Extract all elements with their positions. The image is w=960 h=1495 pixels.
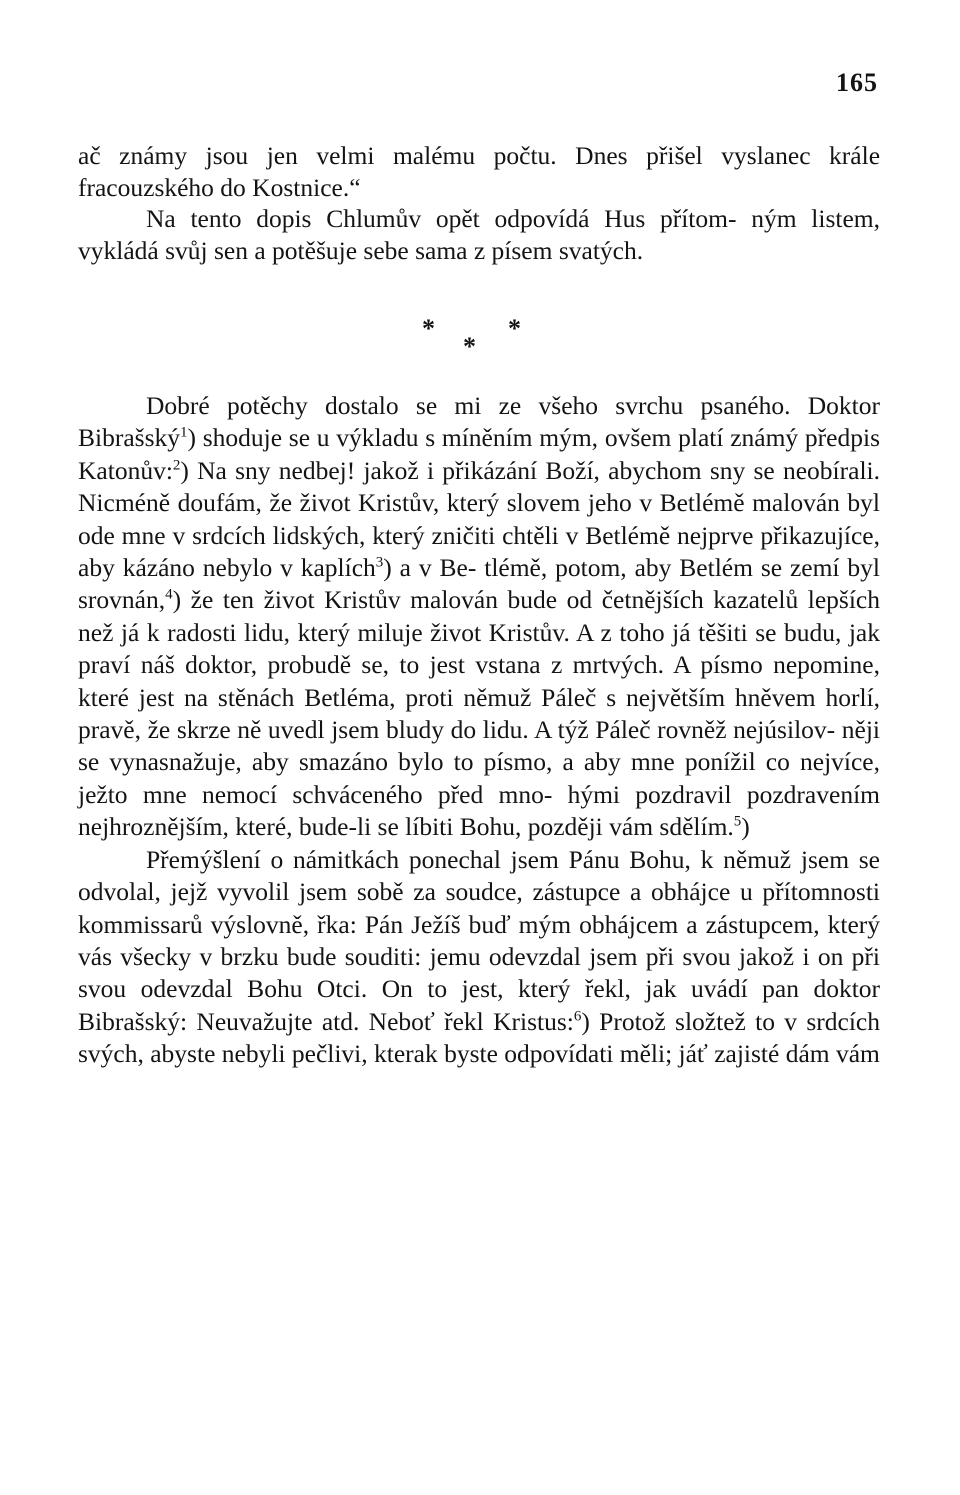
text-line: pečlivi, kterak byste odpovídati měli; jáť zajisté dám vám xyxy=(291,1039,880,1069)
asterisk-mark: * xyxy=(463,332,476,361)
section-separator-asterism xyxy=(0,312,960,362)
text-paragraph xyxy=(78,390,880,844)
text-line: ) že ten život xyxy=(172,585,315,615)
text-line: Přemýšlení o námitkách ponechal jsem Pánu Bohu, xyxy=(146,844,691,874)
main-text-block xyxy=(78,390,880,1071)
text-line: z mrtvých. A písmo nepomine, které jest na stěnách Betléma, xyxy=(78,650,881,712)
page-number: 165 xyxy=(836,68,878,97)
text-line: nejprve přikazujíce, aby kázáno nebylo v kaplích xyxy=(78,520,881,583)
text-line: Doktor Bibrašský xyxy=(78,391,880,453)
text-paragraph xyxy=(78,140,880,203)
footnote-mark: 5 xyxy=(733,813,742,830)
text-line: ponížil co nejvíce, ježto mne nemocí schváceného před mno- xyxy=(78,747,880,809)
text-line: ) shoduje se u výkladu s míněním mým, xyxy=(187,423,599,453)
text-line: ač známy jsou jen velmi malému počtu. Dnes přišel vyslanec xyxy=(78,141,811,170)
text-line: tlémě, potom, aby Betlém se zemí byl srovnán, xyxy=(78,553,880,615)
footnote-mark: 3 xyxy=(375,554,384,571)
text-line: ) Na sny nedbej! jakož xyxy=(180,455,419,485)
text-line: Dobré potěchy dostalo se mi ze všeho svrchu psaného. xyxy=(146,391,791,420)
text-line: líbiti Bohu, později vám sdělím. xyxy=(405,812,734,842)
text-line: ) xyxy=(741,812,750,842)
text-line: k radosti lidu, který miluje život Kristův. A z toho já těšiti xyxy=(146,617,748,647)
text-line: Na tento dopis Chlumův opět odpovídá Hus přítom- xyxy=(146,204,737,233)
text-line: Kristův malován bude od četnějších kazatelů lepších než já xyxy=(78,585,880,647)
asterisk-mark: * xyxy=(508,314,521,343)
text-line: proti němuž Páleč s největším hněvem horlí, pravě, že skrze xyxy=(78,682,881,745)
footnote-mark: 4 xyxy=(165,586,173,603)
text-line: Kristus: xyxy=(493,1006,574,1036)
footnote-mark: 2 xyxy=(172,457,181,474)
text-line: se budu, jak praví náš doktor, probudě se, to jest vstana xyxy=(78,617,880,680)
text-line: zástupce a obhájce u přítomnosti kommissarů výslovně, řka: xyxy=(78,877,880,939)
footnote-mark: 1 xyxy=(180,424,188,441)
text-paragraph xyxy=(78,203,880,266)
text-line: v brzku bude souditi: jemu odevzdal jsem při svou jakož xyxy=(199,941,795,971)
footnote-mark: 6 xyxy=(573,1008,582,1025)
text-line: i přikázání Boží, abychom sny se neobírali. Nicméně doufám, xyxy=(78,455,880,518)
text-line: Pán Ježíš buď mým obhájcem a zástupcem, který vás všecky xyxy=(78,909,880,971)
text-line: ně uvedl jsem bludy do lidu. A týž Páleč rovněž nejúsilov- xyxy=(237,715,836,745)
text-line: svatých. xyxy=(558,235,644,265)
asterisk-mark: * xyxy=(422,314,435,343)
text-line: ) a v Be- xyxy=(383,553,477,583)
text-line: i on při svou odevzdal Bohu Otci. On to jest, který řekl, xyxy=(78,941,881,1004)
text-line: k němuž jsem se odvolal, jejž vyvolil jsem sobě za soudce, xyxy=(78,844,880,907)
text-line: ným listem, vykládá svůj sen a potěšuje sebe sama z písem xyxy=(78,204,880,265)
top-text-block xyxy=(78,140,880,266)
text-line: krále fracouzského do Kostnice.“ xyxy=(78,141,881,202)
text-paragraph xyxy=(78,844,880,1071)
text-line: ) Protož složtež to v srdcích svých, abyste nebyli xyxy=(78,1006,881,1069)
text-line: jak uvádí pan doktor Bibrašský: Neuvažujte atd. Neboť řekl xyxy=(78,974,881,1036)
text-line: ode mne v srdcích lidských, který zničiti chtěli v Betlémě xyxy=(78,520,671,550)
text-line: něji se vynasnažuje, aby smazáno bylo to písmo, a aby mne xyxy=(78,715,881,777)
text-line: ovšem platí známý předpis Katonův: xyxy=(78,423,880,485)
text-line: hými pozdravil pozdravením nejhroznějším, které, bude-li se xyxy=(78,779,880,842)
text-line: že život Kristův, který slovem jeho v Betlémě malován byl xyxy=(269,488,881,518)
